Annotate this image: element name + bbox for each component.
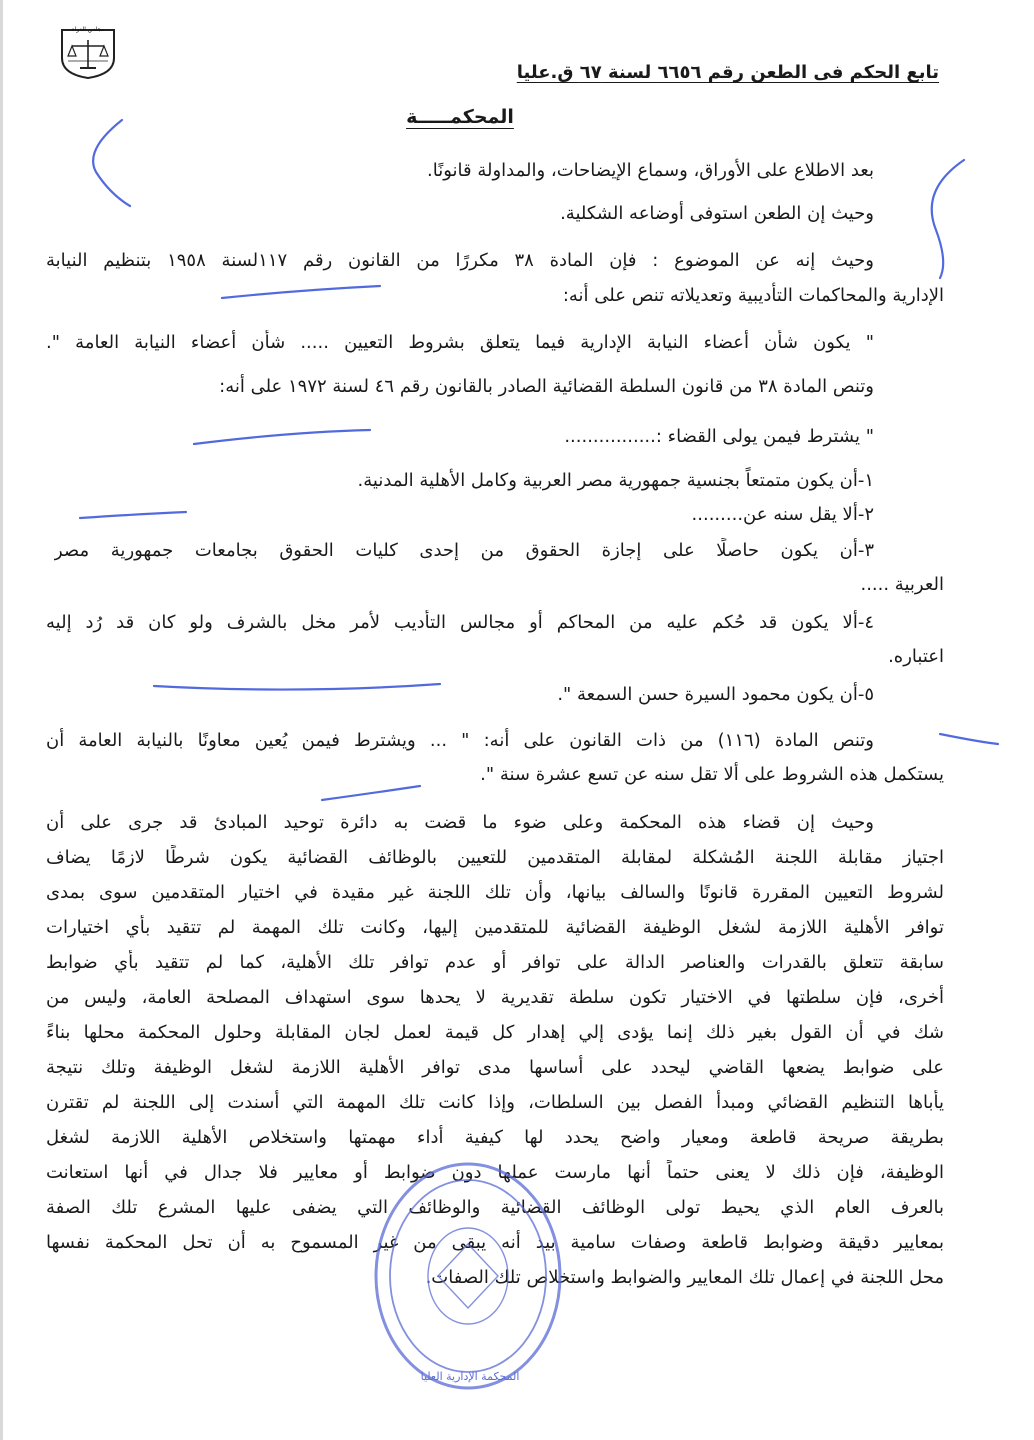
paragraph-line: الإدارية والمحاكمات التأديبية وتعديلاته تنص على أنه: <box>562 285 944 306</box>
paragraph-line: بالعرف العام الذي يحيط تولى الوظائف القضائية والوظائف التي يضفى عليها المشرع تلك الصفة <box>46 1197 944 1218</box>
paragraph-line: بمعايير دقيقة وضوابط قاطعة وصفات سامية بيد أنه يبقى من غير المسموح به أن تحل المحكمة نفسها <box>46 1232 944 1253</box>
paragraph-line: " يشترط فيمن يولى القضاء :................ <box>564 426 874 447</box>
paragraph-line: وتنص المادة (١١٦) من ذات القانون على أنه: " ... ويشترط فيمن يُعين معاونًا بالنيابة العامة أن <box>46 730 874 751</box>
paragraph-line: وحيث إن الطعن استوفى أوضاعه الشكلية. <box>560 203 874 224</box>
paragraph-line: ٤-ألا يكون قد حُكم عليه من المحاكم أو مجالس التأديب لأمر مخل بالشرف ولو كان قد رُد إليه <box>46 612 874 633</box>
paragraph-line: توافر الأهلية اللازمة لشغل الوظيفة القضائية للمتقدمين إليها، وكانت تلك المهمة لم تتقيد بأي اختيارات <box>46 917 944 938</box>
paragraph-line: العربية ..... <box>860 574 944 595</box>
paragraph-line: الوظيفة، فإن ذلك لا يعنى حتماً أنها مارست عملها دون ضوابط أو معايير فلا جدال في أنها استعانت <box>46 1162 944 1183</box>
case-header: تابع الحكم فى الطعن رقم ٦٦٥٦ لسنة ٦٧ ق.عليا <box>516 62 939 83</box>
council-of-state-logo <box>56 24 120 80</box>
paragraph-line: على ضوابط يضعها القاضي ليحدد على أساسها مدى توافر الأهلية اللازمة لشغل الوظيفة وتلك نتيجة <box>46 1057 944 1078</box>
paragraph-line: وحيث إن قضاء هذه المحكمة وعلى ضوء ما قضت به دائرة توحيد المبادئ قد جرى على أن <box>46 812 874 833</box>
court-title: المحكمـــــة <box>406 106 514 128</box>
paragraph-line: لشروط التعيين المقررة قانونًا والسالف بيانها، وأن تلك اللجنة غير مقيدة في اختيار المتقدمين سوى بمدى <box>46 882 944 903</box>
paragraph-line: بعد الاطلاع على الأوراق، وسماع الإيضاحات، والمداولة قانونًا. <box>426 160 874 181</box>
paragraph-line: شك في أن القول بغير ذلك إنما يؤدى إلي إهدار كل قيمة لعمل لجان المقابلة وحلول المحكمة محلها بناءً <box>46 1022 944 1043</box>
paragraph-line: أخرى، فإن سلطتها في الاختيار تكون سلطة تقديرية لا يحدها سوى استهداف المصلحة العامة، وليس من <box>46 987 944 1008</box>
stamp-label: المحكمة الإدارية العليا <box>420 1370 520 1383</box>
paragraph-line: " يكون شأن أعضاء النيابة الإدارية فيما يتعلق بشروط التعيين ..... شأن أعضاء النيابة العامة ". <box>46 332 874 353</box>
paragraph-line: سابقة تتعلق بالقدرات والعناصر الدالة على توافر أو عدم توافر تلك الأهلية، كما لم تتقيد بأي ضوابط <box>46 952 944 973</box>
logo-caption: مجلس الدولة <box>71 26 105 33</box>
official-stamp <box>368 1156 568 1396</box>
paragraph-line: يأباها التنظيم القضائي ومبدأ الفصل بين السلطات، وإذا كانت تلك المهمة التي أسندت إلى اللجنة لم تقترن <box>46 1092 944 1113</box>
paragraph-line: محل اللجنة في إعمال تلك المعايير والضوابط واستخلاص تلك الصفات. <box>425 1267 944 1288</box>
paragraph-line: وحيث إنه عن الموضوع : فإن المادة ٣٨ مكررًا من القانون رقم ١١٧لسنة ١٩٥٨ بتنظيم النيابة <box>46 250 874 271</box>
paragraph-line: بطريقة صريحة قاطعة ومعيار واضح يحدد لها كيفية أداء مهمتها واستخلاص الأهلية اللازمة لشغل <box>46 1127 944 1148</box>
paragraph-line: ٣-أن يكون حاصلًا على إجازة الحقوق من إحدى كليات الحقوق بجامعات جمهورية مصر <box>54 540 874 561</box>
paragraph-line: اجتياز مقابلة اللجنة المُشكلة لمقابلة المتقدمين للتعيين بالوظائف القضائية يكون شرطًا لازمًا يضاف <box>46 847 944 868</box>
paragraph-line: اعتباره. <box>888 646 944 667</box>
paragraph-line: ١-أن يكون متمتعاً بجنسية جمهورية مصر العربية وكامل الأهلية المدنية. <box>357 470 874 491</box>
paragraph-line: ٢-ألا يقل سنه عن......... <box>691 504 874 525</box>
paragraph-line: يستكمل هذه الشروط على ألا تقل سنه عن تسع عشرة سنة ". <box>480 764 944 785</box>
paragraph-line: وتنص المادة ٣٨ من قانون السلطة القضائية الصادر بالقانون رقم ٤٦ لسنة ١٩٧٢ على أنه: <box>219 376 874 397</box>
paragraph-line: ٥-أن يكون محمود السيرة حسن السمعة ". <box>557 684 874 705</box>
